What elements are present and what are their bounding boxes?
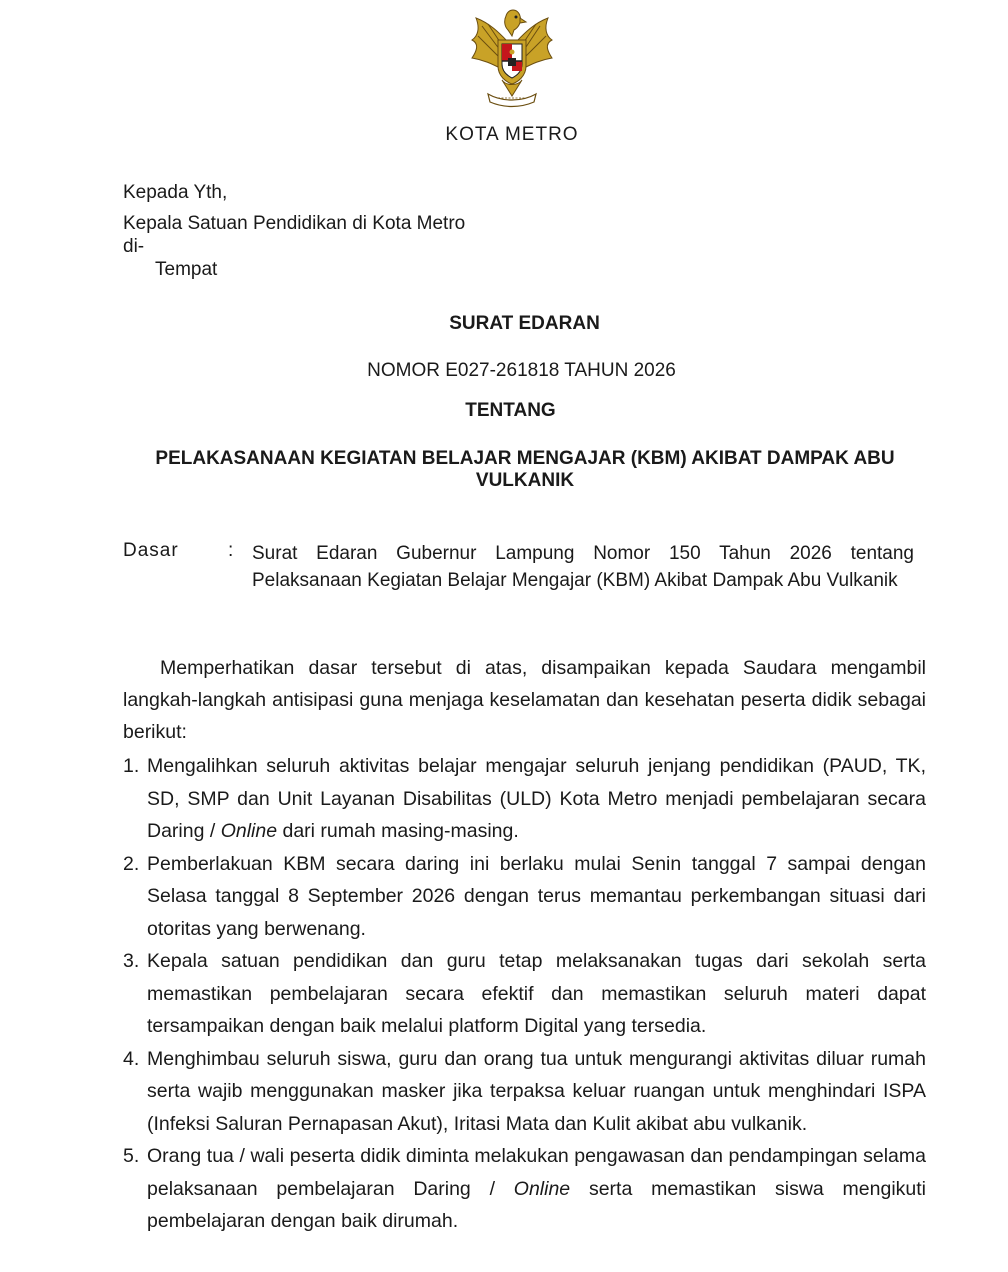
list-item: [123, 1043, 926, 1141]
instruction-list: [123, 750, 926, 1238]
letter-subject: PELAKASANAAN KEGIATAN BELAJAR MENGAJAR (KBM) AKIBAT DAMPAK ABU VULKANIK: [155, 448, 895, 491]
dasar-label: Dasar: [123, 540, 179, 561]
list-item-text: Orang tua / wali peserta didik diminta melakukan pengawasan dan pendampingan selama pelaksanaan pembelajaran Daring /: [147, 1145, 926, 1200]
list-item-number: 4.: [123, 1047, 140, 1070]
list-item-number: 3.: [123, 950, 140, 972]
list-item-italic: Online: [220, 820, 278, 842]
list-item: [123, 945, 926, 1043]
list-item: [123, 1140, 926, 1238]
garuda-emblem-icon: [462, 6, 562, 110]
list-item-text: Kepala satuan pendidikan dan guru tetap melaksanakan tugas dari sekolah serta memastikan pembelajaran secara efektif dan memastikan seluruh materi dapat tersampaikan dengan baik melalui platform Digital yang tersedia.: [147, 950, 926, 1037]
list-item-text: Pemberlakuan KBM secara daring ini berlaku mulai Senin tanggal 7 sampai dengan Selasa tanggal 8 September 2026 dengan terus memantau perkembangan situasi dari otoritas yang berwenang.: [147, 852, 926, 940]
dasar-colon: :: [228, 540, 234, 561]
letter-number: NOMOR E027-261818 TAHUN 2026: [367, 360, 676, 381]
list-item-text-end: dari rumah masing-masing.: [277, 820, 519, 842]
list-item: [123, 750, 926, 848]
intro-paragraph: Memperhatikan dasar tersebut di atas, disampaikan kepada Saudara mengambil langkah-langkah antisipasi guna menjaga keselamatan dan kesehatan peserta didik sebagai berikut:: [123, 657, 926, 743]
city-heading: KOTA METRO: [445, 124, 579, 145]
recipient-place: Tempat: [155, 259, 218, 280]
list-item-number: 1.: [123, 755, 140, 777]
tentang-heading: TENTANG: [465, 400, 556, 421]
list-item-italic: Online: [513, 1177, 571, 1200]
recipient-greeting: Kepada Yth,: [123, 182, 228, 203]
list-item-number: 2.: [123, 852, 140, 875]
recipient-name: Kepala Satuan Pendidikan di Kota Metro: [123, 213, 466, 234]
letter-type-title: SURAT EDARAN: [449, 313, 600, 334]
dasar-text: Surat Edaran Gubernur Lampung Nomor 150 Tahun 2026 tentang Pelaksanaan Kegiatan Belajar Mengajar (KBM) Akibat Dampak Abu Vulkanik: [252, 543, 914, 591]
list-item-number: 5.: [123, 1145, 140, 1167]
list-item: [123, 848, 926, 946]
list-item-text: Mengalihkan seluruh aktivitas belajar mengajar seluruh jenjang pendidikan (PAUD, TK, SD, SMP dan Unit Layanan Disabilitas (ULD) Kota Metro menjadi pembelajaran secara Daring /: [147, 755, 926, 842]
list-item-text: Menghimbau seluruh siswa, guru dan orang tua untuk mengurangi aktivitas diluar rumah serta wajib menggunakan masker jika terpaksa keluar ruangan untuk menghindari ISPA (Infeksi Saluran Pernapasan Akut), Iritasi Mata dan Kulit akibat abu vulkanik.: [147, 1047, 926, 1135]
recipient-di: di-: [123, 236, 145, 257]
list-item-text-end: serta memastikan siswa mengikuti pembelajaran dengan baik dirumah.: [147, 1177, 926, 1232]
